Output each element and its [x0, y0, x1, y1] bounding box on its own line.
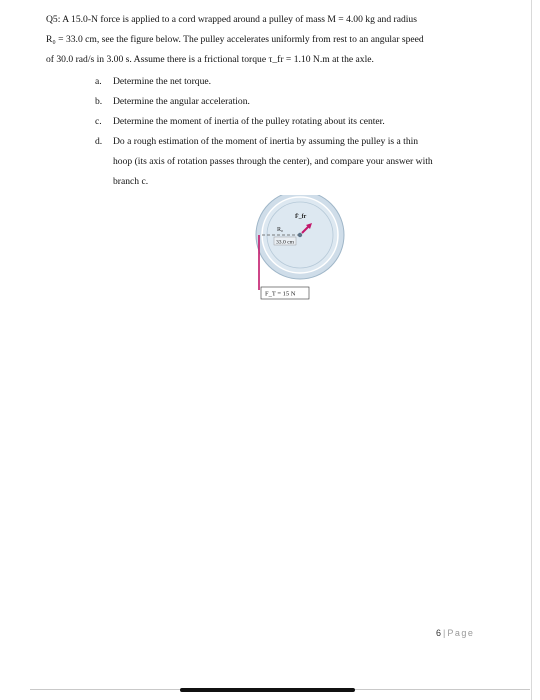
- part-text: Determine the moment of inertia of the pulley rotating about its center.: [113, 116, 385, 127]
- part-letter: d.: [95, 136, 103, 147]
- page-word: Page: [447, 628, 475, 638]
- part-b: [95, 92, 488, 112]
- part-d: [95, 132, 488, 192]
- part-text: Do a rough estimation of the moment of inertia by assuming the pulley is a thin: [113, 136, 419, 147]
- part-text: Determine the angular acceleration.: [113, 96, 250, 107]
- radius-label: R₀: [277, 227, 284, 233]
- part-letter: b.: [95, 96, 103, 107]
- page-number: [436, 628, 474, 638]
- question-line: R₀ = 33.0 cm, see the figure below. The pulley accelerates uniformly from rest to an angular speed: [46, 34, 424, 45]
- question-line: of 30.0 rad/s in 3.00 s. Assume there is a frictional torque τ_fr = 1.10 N.m at the axle.: [46, 54, 374, 65]
- radius-value: 33.0 cm: [276, 239, 295, 246]
- question-text: [46, 10, 488, 70]
- page-separator: |: [443, 628, 446, 638]
- part-letter: c.: [95, 116, 102, 127]
- part-text: hoop (its axis of rotation passes through the center), and compare your answer with: [113, 156, 433, 167]
- part-text: branch c.: [113, 176, 149, 187]
- torque-label: F̄_fr: [295, 214, 307, 220]
- part-c: [95, 112, 488, 132]
- pulley-figure: [250, 195, 350, 305]
- page-edge: [531, 0, 532, 700]
- part-text: Determine the net torque.: [113, 76, 212, 87]
- part-a: [95, 72, 488, 92]
- part-letter: a.: [95, 76, 102, 87]
- axle-icon: [298, 233, 302, 237]
- force-label: F_T = 15 N: [265, 290, 296, 298]
- pulley-diagram: [250, 195, 350, 305]
- page-number-value: 6: [436, 628, 442, 638]
- question-parts-list: [95, 72, 488, 192]
- scroll-indicator[interactable]: [180, 688, 355, 692]
- question-line: Q5: A 15.0-N force is applied to a cord wrapped around a pulley of mass M = 4.00 kg and radius: [46, 14, 417, 25]
